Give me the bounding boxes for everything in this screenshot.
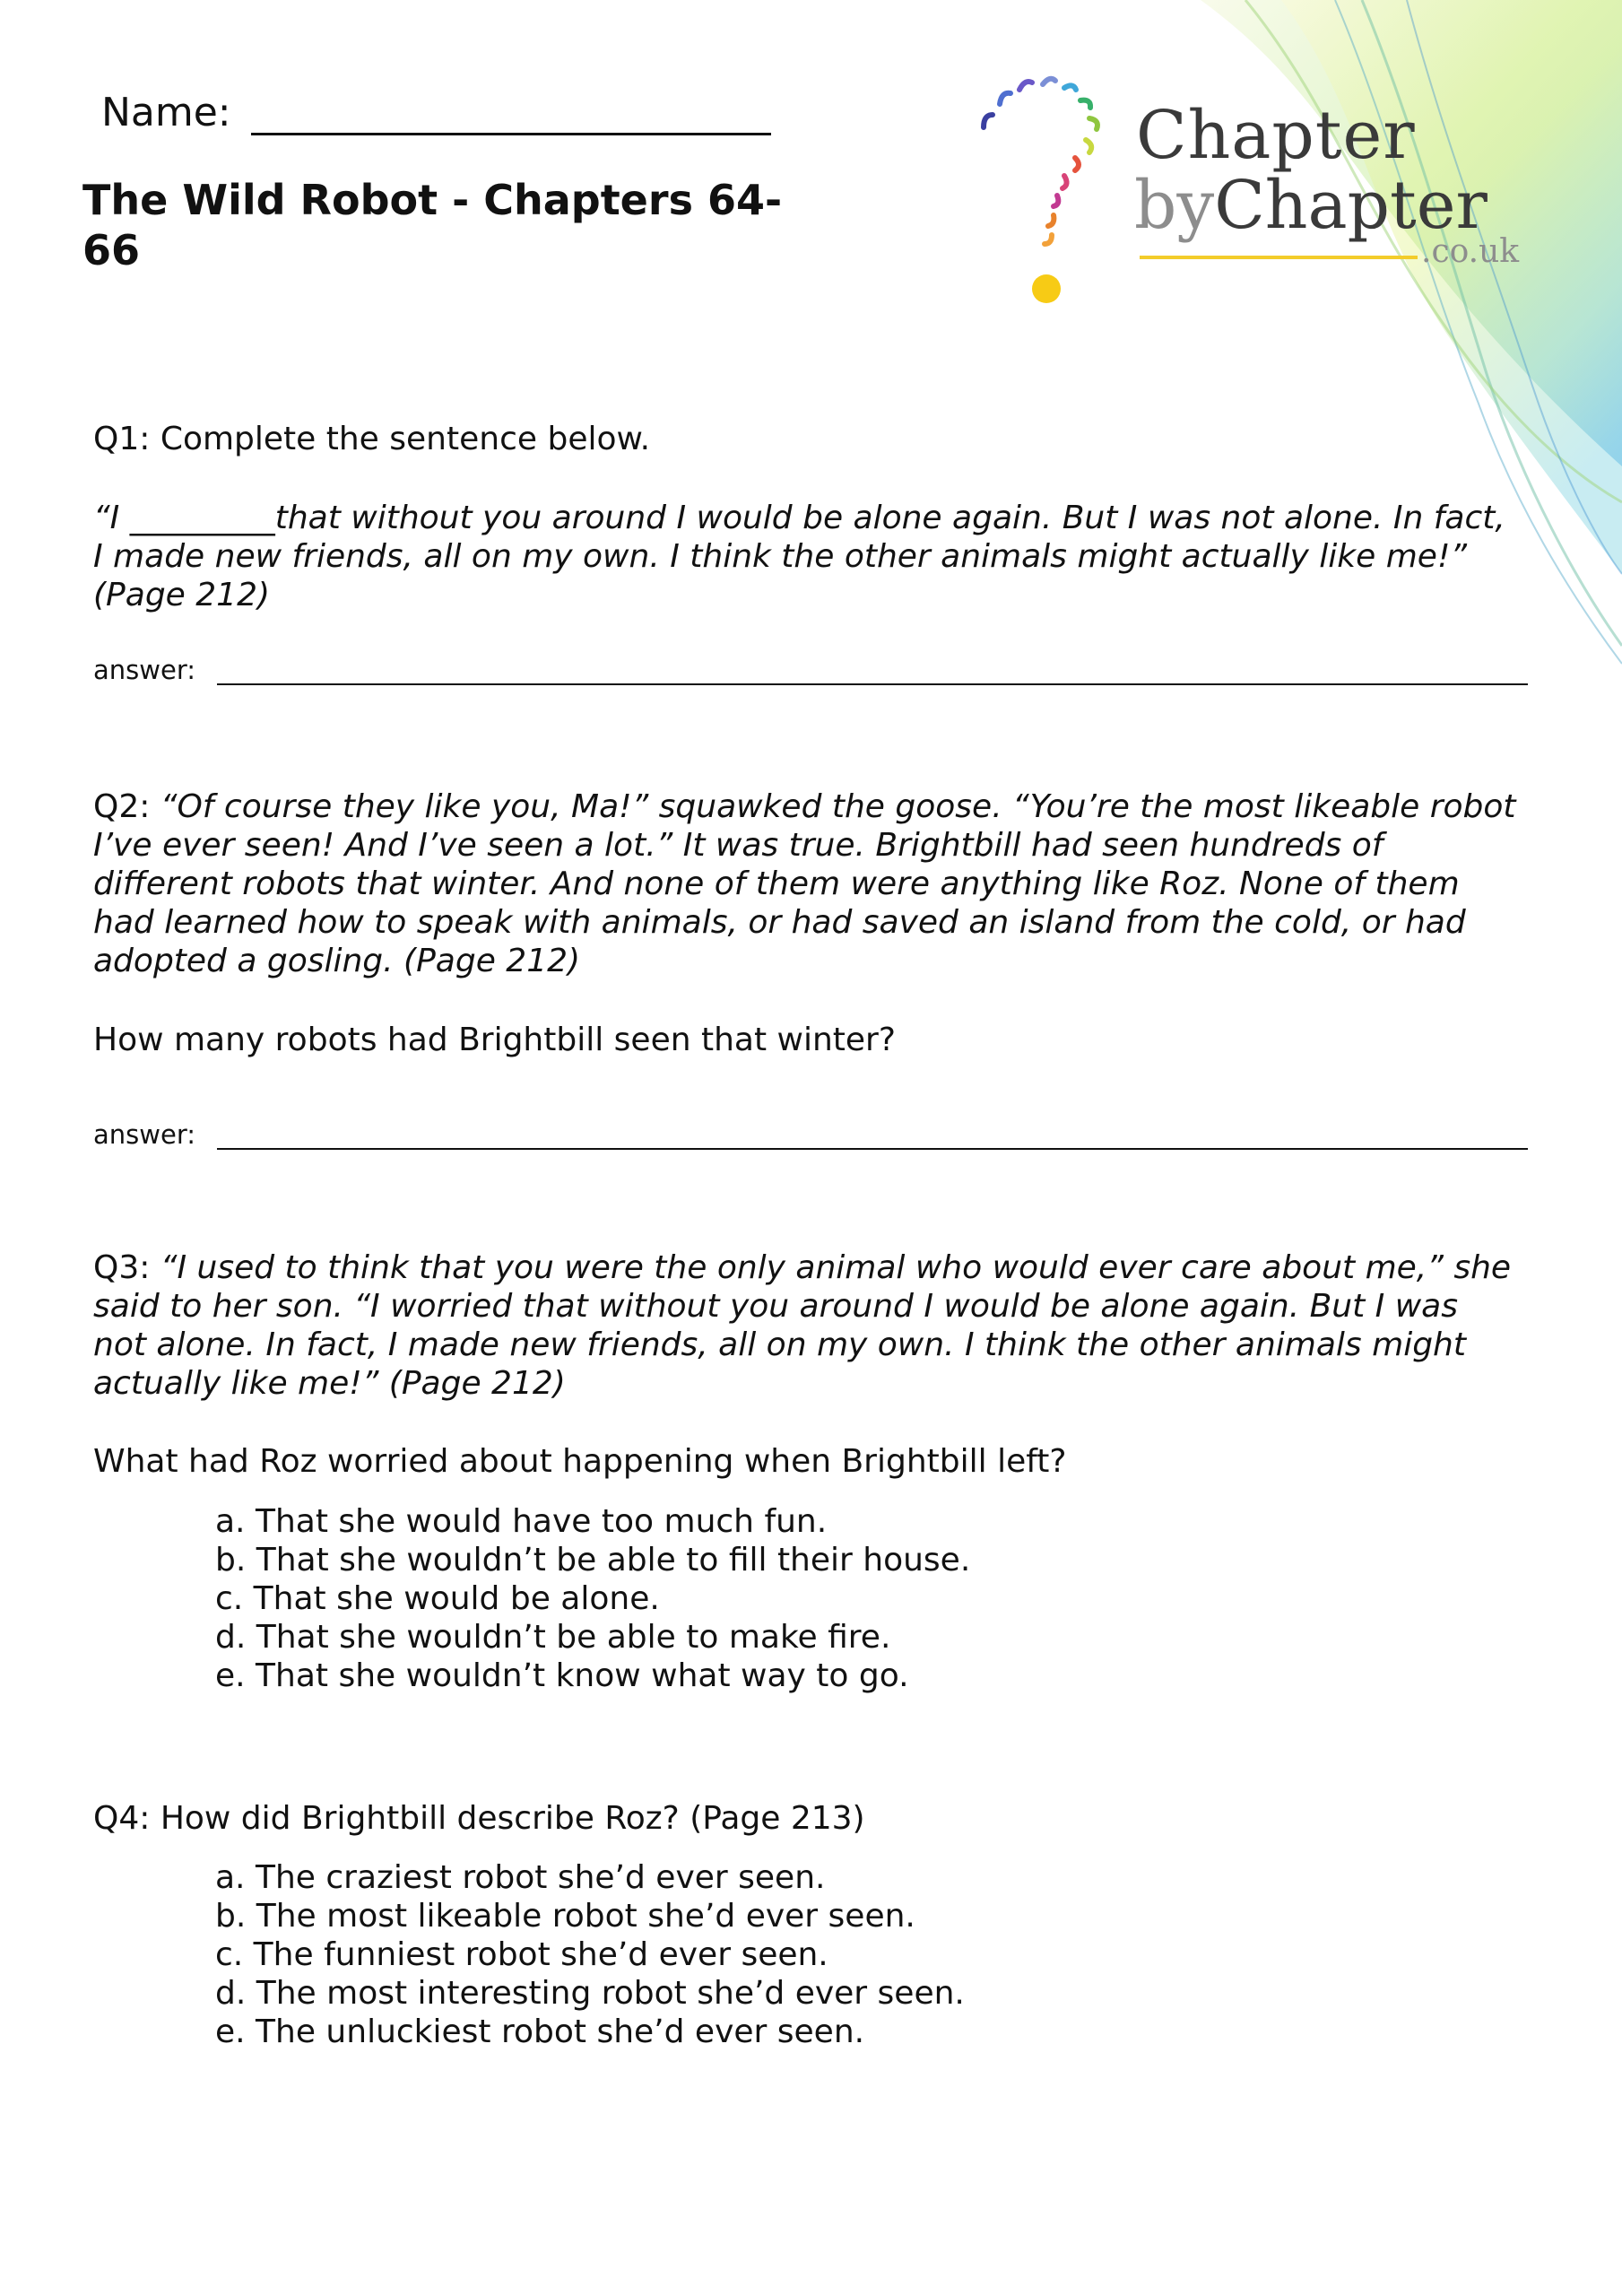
question-3 bbox=[93, 1248, 1528, 1403]
logo-text-chapter-2: Chapter bbox=[1214, 167, 1488, 244]
quote-line: had learned how to speak with animals, or had saved an island from the cold, or had bbox=[93, 904, 1466, 941]
quote-line: actually like me!” (Page 212) bbox=[93, 1365, 566, 1402]
question-4: Q4: How did Brightbill describe Roz? (Page 213) bbox=[93, 1800, 865, 1837]
quote-line: I made new friends, all on my own. I think the other animals might actually like me!” bbox=[93, 538, 1468, 575]
question-2-answer[interactable] bbox=[93, 1119, 1528, 1150]
answer-label: answer: bbox=[93, 655, 196, 685]
question-3-label: Q3: bbox=[93, 1249, 151, 1286]
quote-line: (Page 212) bbox=[93, 577, 271, 613]
option-c[interactable]: c. That she would be alone. bbox=[215, 1580, 660, 1617]
option-d[interactable]: d. That she wouldn’t be able to make fire. bbox=[215, 1619, 891, 1656]
quote-line: I’ve ever seen! And I’ve seen a lot.” It was true. Brightbill had seen hundreds of bbox=[93, 827, 1383, 864]
answer-label: answer: bbox=[93, 1119, 196, 1150]
option-b[interactable]: b. That she wouldn’t be able to fill their house. bbox=[215, 1542, 971, 1578]
question-1-prompt: Q1: Complete the sentence below. bbox=[93, 421, 651, 457]
question-1 bbox=[93, 420, 1528, 458]
option-a[interactable]: a. That she would have too much fun. bbox=[215, 1503, 828, 1540]
logo-underline bbox=[1140, 256, 1418, 259]
logo-text-by: by bbox=[1134, 167, 1215, 244]
option-e[interactable]: e. That she wouldn’t know what way to go. bbox=[215, 1657, 909, 1694]
quote-line: “Of course they like you, Ma!” squawked the goose. “You’re the most likeable robot bbox=[150, 788, 1516, 825]
question-3-text: What had Roz worried about happening when Brightbill left? bbox=[93, 1443, 1067, 1480]
question-2 bbox=[93, 787, 1528, 980]
option-b[interactable]: b. The most likeable robot she’d ever seen. bbox=[215, 1898, 915, 1935]
quote-line: not alone. In fact, I made new friends, all on my own. I think the other animals might bbox=[93, 1326, 1466, 1363]
book-arc-icon bbox=[964, 54, 1125, 314]
option-c[interactable]: c. The funniest robot she’d ever seen. bbox=[215, 1936, 828, 1973]
option-d[interactable]: d. The most interesting robot she’d ever seen. bbox=[215, 1975, 965, 2012]
question-2-label: Q2: bbox=[93, 788, 151, 825]
question-4-options bbox=[215, 1858, 965, 2051]
answer-line[interactable] bbox=[217, 660, 1528, 685]
quote-line: adopted a gosling. (Page 212) bbox=[93, 943, 581, 979]
chapter-by-chapter-logo bbox=[964, 54, 1538, 314]
logo-text-chapter: Chapter bbox=[1136, 97, 1416, 174]
question-1-answer[interactable] bbox=[93, 655, 1528, 685]
question-3-options bbox=[215, 1502, 970, 1695]
question-1-quote bbox=[93, 499, 1528, 614]
name-field bbox=[101, 90, 771, 135]
quote-line: said to her son. “I worried that without you around I would be alone again. But I was bbox=[93, 1288, 1459, 1325]
page-title: The Wild Robot - Chapters 64-66 bbox=[82, 176, 783, 274]
logo-text-domain: .co.uk bbox=[1421, 233, 1520, 270]
answer-line[interactable] bbox=[217, 1125, 1528, 1150]
question-2-text: How many robots had Brightbill seen that winter? bbox=[93, 1022, 896, 1058]
option-a[interactable]: a. The craziest robot she’d ever seen. bbox=[215, 1859, 826, 1896]
option-e[interactable]: e. The unluckiest robot she’d ever seen. bbox=[215, 2013, 865, 2050]
name-blank-line[interactable] bbox=[251, 93, 771, 135]
name-label: Name: bbox=[101, 90, 231, 135]
quote-line: “I used to think that you were the only animal who would ever care about me,” she bbox=[150, 1249, 1512, 1286]
quote-line: different robots that winter. And none of them were anything like Roz. None of them bbox=[93, 865, 1460, 902]
quote-line: “I _________that without you around I would be alone again. But I was not alone. In fact, bbox=[93, 500, 1505, 536]
